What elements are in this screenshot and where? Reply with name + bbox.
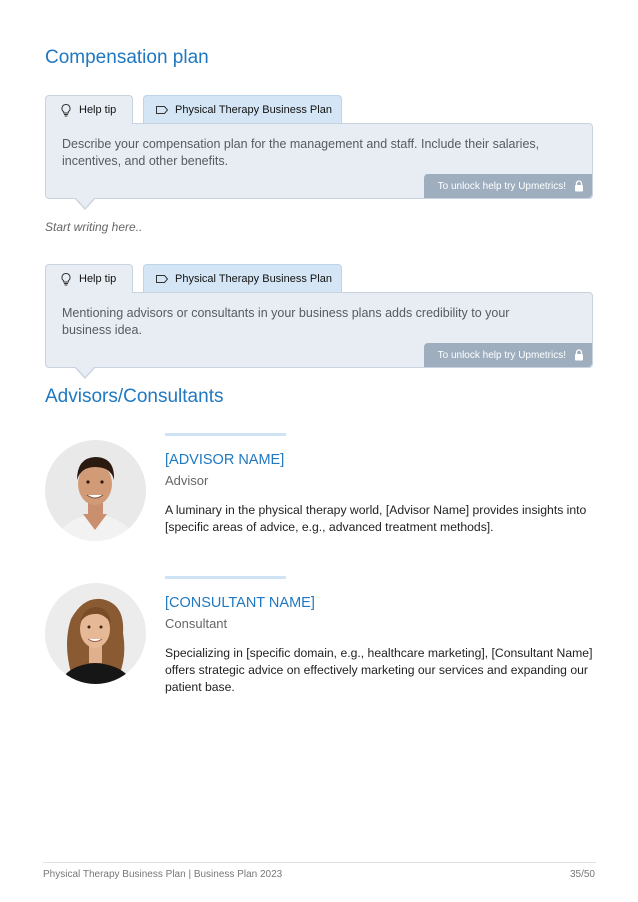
unlock-label: To unlock help try Upmetrics! <box>437 180 566 192</box>
advisor-name: [ADVISOR NAME] <box>165 452 285 468</box>
tip-tabs <box>45 264 593 292</box>
tip-pointer <box>74 198 96 210</box>
advisor-description: A luminary in the physical therapy world, [Advisor Name] provides insights into [specific areas of advice, e.g., advanced treatment methods]. <box>165 503 587 534</box>
tab-help-tip[interactable] <box>45 95 133 124</box>
footer-page-number: 35/50 <box>569 869 595 880</box>
accent-rule <box>165 433 286 436</box>
advisor-avatar <box>45 440 146 541</box>
lightbulb-icon <box>59 103 73 117</box>
accent-rule <box>165 576 286 579</box>
consultant-role: Consultant <box>165 616 228 631</box>
consultant-avatar <box>45 583 146 684</box>
tip-text: Mentioning advisors or consultants in your business plans adds credibility to your business idea. <box>62 306 510 337</box>
tip-panel <box>45 123 593 199</box>
advisor-photo <box>45 440 146 541</box>
footer-document-title: Physical Therapy Business Plan | Business Plan 2023 <box>43 869 283 880</box>
unlock-button[interactable] <box>424 174 592 198</box>
section-title-compensation: Compensation plan <box>45 47 209 68</box>
tip-panel <box>45 292 593 368</box>
consultant-description: Specializing in [specific domain, e.g., healthcare marketing], [Consultant Name] offers strategic advice on effectively marketing our services and expanding our patient base. <box>165 646 593 694</box>
tip-tabs <box>45 95 593 123</box>
tab-business-plan[interactable] <box>143 95 342 124</box>
lock-icon <box>574 349 584 361</box>
consultant-photo <box>45 583 146 684</box>
lock-icon <box>574 180 584 192</box>
tab-plan-label: Physical Therapy Business Plan <box>175 104 332 116</box>
tag-icon <box>155 103 169 117</box>
tip-text: Describe your compensation plan for the management and staff. Include their salaries, incentives, and other benefits. <box>62 137 540 168</box>
tab-business-plan[interactable] <box>143 264 342 293</box>
help-tip-box <box>45 264 593 368</box>
section-title-advisors: Advisors/Consultants <box>45 386 224 407</box>
unlock-label: To unlock help try Upmetrics! <box>437 349 566 361</box>
unlock-button[interactable] <box>424 343 592 367</box>
writing-placeholder[interactable]: Start writing here.. <box>45 220 143 234</box>
tab-help-label: Help tip <box>79 104 117 116</box>
lightbulb-icon <box>59 272 73 286</box>
tab-help-label: Help tip <box>79 273 117 285</box>
footer-divider <box>43 862 596 863</box>
help-tip-box <box>45 95 593 199</box>
tip-pointer <box>74 367 96 379</box>
consultant-name: [CONSULTANT NAME] <box>165 595 315 611</box>
tab-help-tip[interactable] <box>45 264 133 293</box>
advisor-info <box>165 433 595 536</box>
tag-icon <box>155 272 169 286</box>
consultant-info <box>165 576 595 696</box>
tab-plan-label: Physical Therapy Business Plan <box>175 273 332 285</box>
advisor-role: Advisor <box>165 473 209 488</box>
